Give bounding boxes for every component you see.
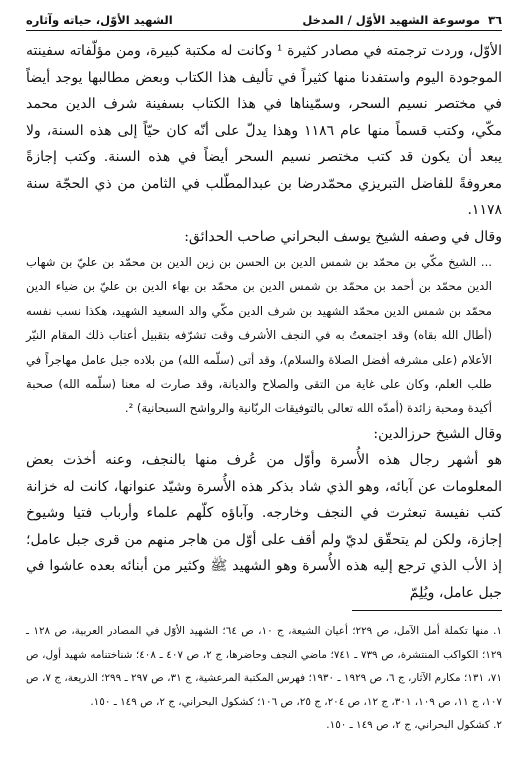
footnote-2: ٢. كشكول البحراني، ج ٢، ص ١٤٩ ـ ١٥٠.: [326, 719, 502, 732]
footnotes: [26, 620, 502, 738]
paragraph-2: وقال في وصفه الشيخ يوسف البحراني صاحب الحدائق:: [184, 228, 502, 245]
footnote-1: ١. منها تكملة أمل الآمل، ص ٢٢٩؛ أعيان الشيعة، ج ١٠، ص ٦٤؛ الشهيد الأوّل في المصادر العربية، ص ١٢٨ ـ ١٢٩؛ الكواكب المنتشرة، ص ٧٣٩ ـ ٧٤١؛ ماضي النجف وحاضرها، ج ٢، ص ٤٠٧ ـ ٤٠٨؛ شناختنامه شهيد أول، ص ٧١، ١٣١؛ مكارم الآثار، ج ٦، ص ١٩٢٩ ـ ١٩٣٠؛ فهرس المكتبة المرعشية، ج ٣١، ص ٢٩٧ ـ ٢٩٩؛ الذريعة، ج ٧، ص ١٠٧، ج ١١، ص ١٠٩، ٣٠١، ج ١٢، ص ٢٠٤، ج ٢٥، ص ١٠٦؛ كشكول البحراني، ج ٢، ص ١٤٩ ـ ١٥٠.: [26, 625, 503, 708]
block-quote: ... الشيخ مكّي بن محمّد بن شمس الدين بن الحسن بن زين الدين بن محمّد بن عليّ بن شهاب الدين محمّد بن أحمد بن محمّد بن شمس الدين بن محمّد بن بهاء الدين بن عليّ بن ضياء الدين محمّد بن شمس الدين محمّد الشهيد بن شرف الدين مكّي والد السعيد الشهيد، هكذا نسب نفسه (أطال الله بقاه) وقد اجتمعتُ به في النجف الأشرف وقت تشرّفه بتقبيل أعتاب ذلك المقام النيّر الأعلام (على مشرفه أفضل الصلاة والسلام)، وقد أتى (سلّمه الله) من بلاده جبل عامل مهاجراً في طلب العلم، وكان على غاية من التقى والصلاح والديانة، وقد صارت له معنا (سلّمه الله) صحبة أكيدة ومحبة زائدة (أمدّه الله تعالى بالتوفيقات الربّانية والرواشح السبحانية) ².: [26, 255, 492, 416]
header-right-group: [302, 13, 502, 27]
book-title: موسوعة الشهيد الأوّل / المدخل: [302, 13, 480, 27]
paragraph-4: هو أشهر رجال هذه الأُسرة وأوّل من عُرف منها بالنجف، وعنه أخذت بعض المعلومات عن آبائه، وهو الذي شاد بذكر هذه الأُسرة وشيّد عنوانها، كانت له خزانة كتب نفيسة تبعثرت في النجف وخارجه. وآباؤه كلّهم علماء وأرباب فتيا وشيوخ إجازة، ولكن لم يتحقّق لديّ ولم أقف على أوّل من هاجر منهم من قرى جبل عامل؛ إذ الأب الذي ترجع إليه هذه الأُسرة وهو الشهيد ﷺ وكثير من أبنائه بعده عاشوا في جبل عامل، ويُلِمّ: [26, 452, 503, 601]
section-title: الشهيد الأوّل، حياته وآثاره: [26, 13, 173, 27]
footnote-divider: [352, 610, 502, 611]
paragraph-3: وقال الشيخ حرزالدين:: [373, 425, 502, 442]
main-text: [26, 38, 502, 606]
page-header: [26, 10, 502, 31]
page-number: ٣٦: [487, 13, 502, 27]
paragraph-1: الأوّل، وردت ترجمته في مصادر كثيرة ¹ وكانت له مكتبة كبيرة، ومن مؤلّفاته سفينته الموجودة اليوم واستفدنا منها كثيراً في تأليف هذا الكتاب وبعض مطالبها يوجد أيضاً في مختصر نسيم السحر، وسمّيناها في هذا الكتاب بسفينة شرف الدين محمد مكّي، وكتب قسماً منها عام ١١٨٦ وهذا يدلّ على أنّه كان حيّاً إلى هذه السنة، ولا يبعد أن يكون قد كتب مختصر نسيم السحر أيضاً في هذه السنة. وكتب إجازةً معروفةً للفاضل التبريزي محمّدرضا بن عبدالمطّلب في الثامن من ذي الحجّة سنة ١١٧٨.: [26, 43, 503, 218]
